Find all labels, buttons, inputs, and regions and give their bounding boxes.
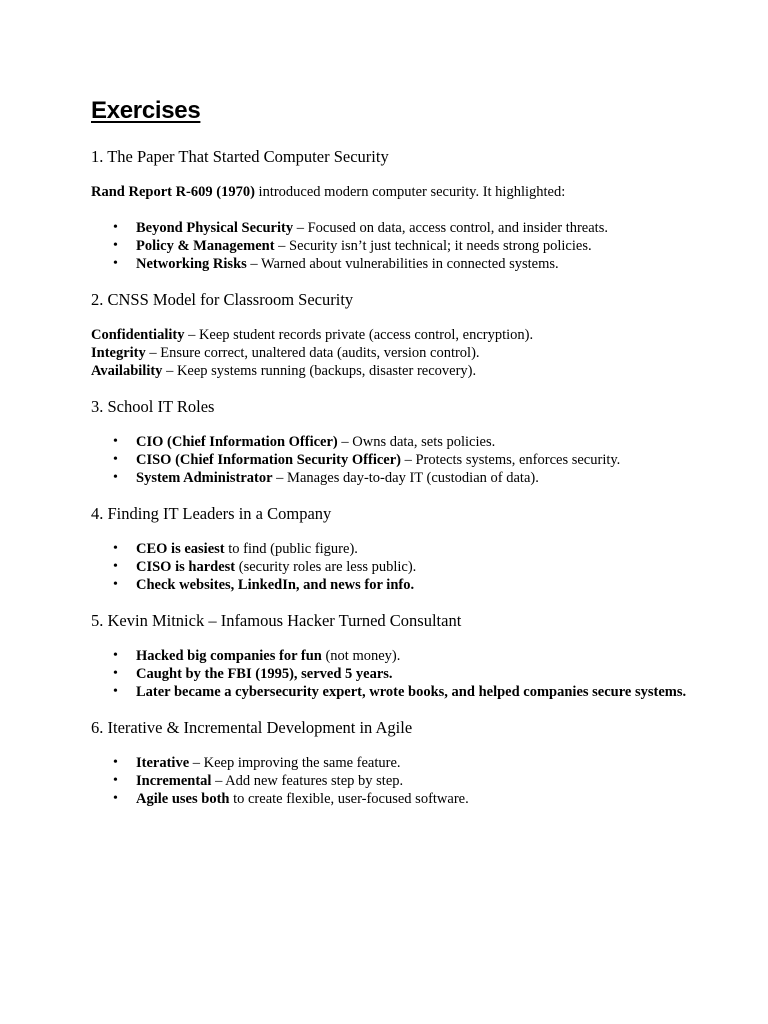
list-item-text: – Focused on data, access control, and insider threats. — [293, 220, 608, 236]
section-2-lines — [91, 326, 691, 380]
list-item — [91, 754, 691, 772]
section-2 — [91, 289, 691, 380]
list-item-bold: Iterative — [136, 755, 190, 771]
text-line — [91, 362, 691, 380]
text-line-text: – Ensure correct, unaltered data (audits, version control). — [145, 345, 480, 361]
text-line-bold: Integrity — [91, 345, 146, 361]
list-item-text: – Security isn’t just technical; it needs strong policies. — [274, 238, 592, 254]
section-1-intro-text: introduced modern computer security. It highlighted: — [254, 184, 566, 200]
section-5-list — [91, 647, 691, 701]
list-item-text: – Manages day-to-day IT (custodian of data). — [272, 470, 539, 486]
document-page — [91, 94, 691, 808]
bullet-icon: • — [113, 541, 118, 556]
bullet-icon: • — [113, 452, 118, 467]
list-item-bold: CIO (Chief Information Officer) — [136, 434, 338, 450]
bullet-icon: • — [113, 559, 118, 574]
section-5 — [91, 610, 691, 701]
list-item-bold: System Administrator — [136, 470, 273, 486]
list-item — [91, 469, 691, 487]
list-item-text: – Warned about vulnerabilities in connected systems. — [246, 256, 559, 272]
document-title: Exercises — [91, 97, 201, 124]
text-line-text: – Keep systems running (backups, disaster recovery). — [162, 363, 477, 379]
list-item-text: – Protects systems, enforces security. — [400, 452, 621, 468]
list-item-bold: CISO is hardest — [136, 559, 236, 575]
list-item — [91, 647, 691, 665]
list-item — [91, 576, 691, 594]
list-item — [91, 665, 691, 683]
bullet-icon: • — [113, 256, 118, 271]
section-1-heading: 1. The Paper That Started Computer Security — [91, 147, 389, 166]
list-item-bold: Policy & Management — [136, 238, 275, 254]
list-item-text: – Keep improving the same feature. — [189, 755, 401, 771]
list-item-bold: Agile uses both — [136, 791, 230, 807]
list-item-bold: CISO (Chief Information Security Officer) — [136, 452, 401, 468]
list-item-bold: Later became a cybersecurity expert, wrote books, and helped companies secure systems. — [136, 684, 687, 700]
text-line — [91, 326, 691, 344]
section-1 — [91, 146, 691, 273]
bullet-icon: • — [113, 577, 118, 592]
bullet-icon: • — [113, 238, 118, 253]
section-4-list — [91, 540, 691, 594]
section-4 — [91, 503, 691, 594]
list-item-bold: Hacked big companies for fun — [136, 648, 322, 664]
list-item — [91, 790, 691, 808]
section-6-heading: 6. Iterative & Incremental Development in Agile — [91, 718, 413, 737]
section-1-list — [91, 219, 691, 273]
list-item-bold: CEO is easiest — [136, 541, 225, 557]
list-item — [91, 683, 691, 701]
list-item-text: to create flexible, user-focused software. — [229, 791, 469, 807]
list-item-text: (security roles are less public). — [235, 559, 417, 575]
list-item-bold: Caught by the FBI (1995), served 5 years. — [136, 666, 393, 682]
section-1-intro-bold: Rand Report R-609 (1970) — [91, 184, 255, 200]
list-item-bold: Networking Risks — [136, 256, 247, 272]
list-item-text: (not money). — [321, 648, 401, 664]
bullet-icon: • — [113, 773, 118, 788]
list-item — [91, 772, 691, 790]
bullet-icon: • — [113, 791, 118, 806]
bullet-icon: • — [113, 755, 118, 770]
section-3-list — [91, 433, 691, 487]
list-item-text: – Owns data, sets policies. — [337, 434, 496, 450]
list-item — [91, 433, 691, 451]
list-item — [91, 451, 691, 469]
list-item — [91, 558, 691, 576]
list-item — [91, 219, 691, 237]
list-item-bold: Check websites, LinkedIn, and news for info. — [136, 577, 415, 593]
section-5-heading: 5. Kevin Mitnick – Infamous Hacker Turned Consultant — [91, 611, 462, 630]
bullet-icon: • — [113, 684, 118, 699]
section-3-heading: 3. School IT Roles — [91, 397, 215, 416]
section-2-heading: 2. CNSS Model for Classroom Security — [91, 290, 354, 309]
bullet-icon: • — [113, 220, 118, 235]
list-item-text: – Add new features step by step. — [211, 773, 404, 789]
list-item-bold: Incremental — [136, 773, 212, 789]
list-item-text: to find (public figure). — [224, 541, 358, 557]
bullet-icon: • — [113, 470, 118, 485]
section-6-list — [91, 754, 691, 808]
list-item — [91, 255, 691, 273]
section-3 — [91, 396, 691, 487]
bullet-icon: • — [113, 434, 118, 449]
bullet-icon: • — [113, 666, 118, 681]
list-item-bold: Beyond Physical Security — [136, 220, 294, 236]
bullet-icon: • — [113, 648, 118, 663]
list-item — [91, 237, 691, 255]
text-line — [91, 344, 691, 362]
section-6 — [91, 717, 691, 808]
section-1-intro — [91, 183, 691, 201]
text-line-text: – Keep student records private (access control, encryption). — [184, 327, 534, 343]
text-line-bold: Availability — [91, 363, 163, 379]
list-item — [91, 540, 691, 558]
section-4-heading: 4. Finding IT Leaders in a Company — [91, 504, 332, 523]
text-line-bold: Confidentiality — [91, 327, 185, 343]
